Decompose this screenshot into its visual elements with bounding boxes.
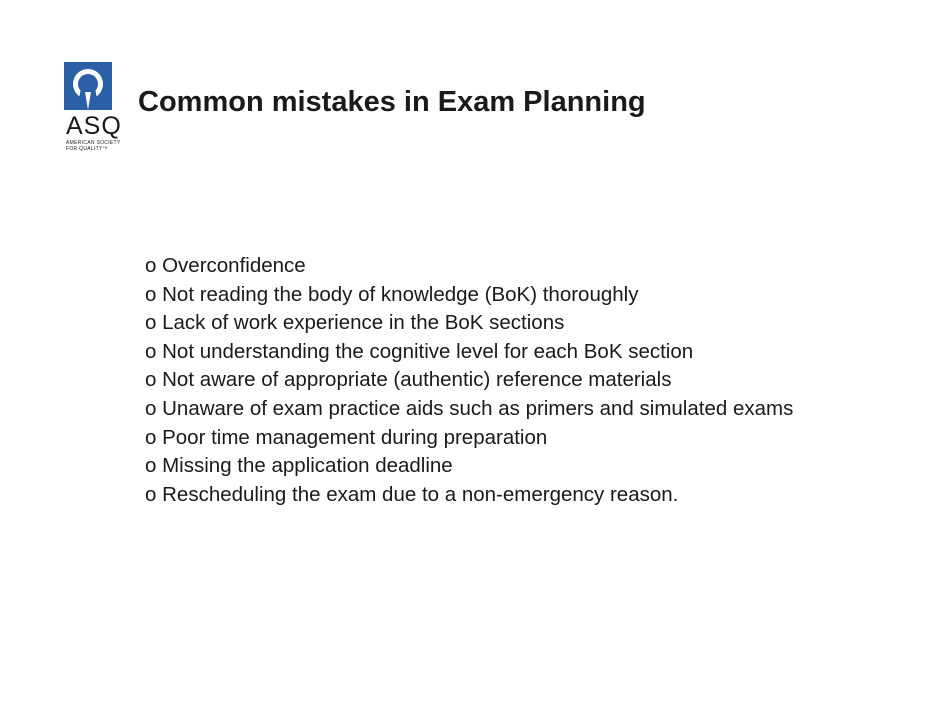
list-item-text: Lack of work experience in the BoK sections — [162, 311, 565, 335]
list-item-text: Not aware of appropriate (authentic) reference materials — [162, 368, 672, 392]
list-item — [145, 338, 845, 367]
bullet-marker: o — [145, 339, 157, 363]
list-item — [145, 395, 845, 424]
list-item-text: Not reading the body of knowledge (BoK) thoroughly — [162, 282, 639, 306]
bullet-marker: o — [145, 425, 157, 449]
list-item — [145, 481, 845, 510]
list-item — [145, 252, 845, 281]
bullet-marker: o — [145, 454, 157, 478]
mistakes-list — [145, 252, 845, 509]
bullet-marker: o — [145, 368, 157, 392]
slide-title: Common mistakes in Exam Planning — [138, 86, 646, 118]
list-item-text: Missing the application deadline — [162, 454, 453, 478]
asq-logo — [64, 62, 140, 174]
list-item-text: Poor time management during preparation — [162, 425, 548, 449]
list-item-text: Not understanding the cognitive level for each BoK section — [162, 339, 694, 363]
logo-wordmark: ASQ — [66, 112, 122, 140]
logo-subtitle-line1: AMERICAN SOCIETY — [66, 140, 121, 146]
logo-subtitle-line2: FOR QUALITY™ — [66, 146, 108, 152]
list-item — [145, 281, 845, 310]
list-item — [145, 424, 845, 453]
list-item — [145, 366, 845, 395]
asq-q-logo-icon — [64, 62, 112, 112]
bullet-marker: o — [145, 482, 157, 506]
list-item-text: Unaware of exam practice aids such as primers and simulated exams — [162, 396, 794, 420]
list-item-text: Overconfidence — [162, 254, 306, 277]
bullet-marker: o — [145, 311, 157, 335]
bullet-marker: o — [145, 254, 157, 277]
bullet-marker: o — [145, 282, 157, 306]
list-item — [145, 452, 845, 481]
list-item — [145, 309, 845, 338]
list-item-text: Rescheduling the exam due to a non-emergency reason. — [162, 482, 679, 506]
logo-subtitle — [66, 140, 138, 152]
bullet-marker: o — [145, 396, 157, 420]
